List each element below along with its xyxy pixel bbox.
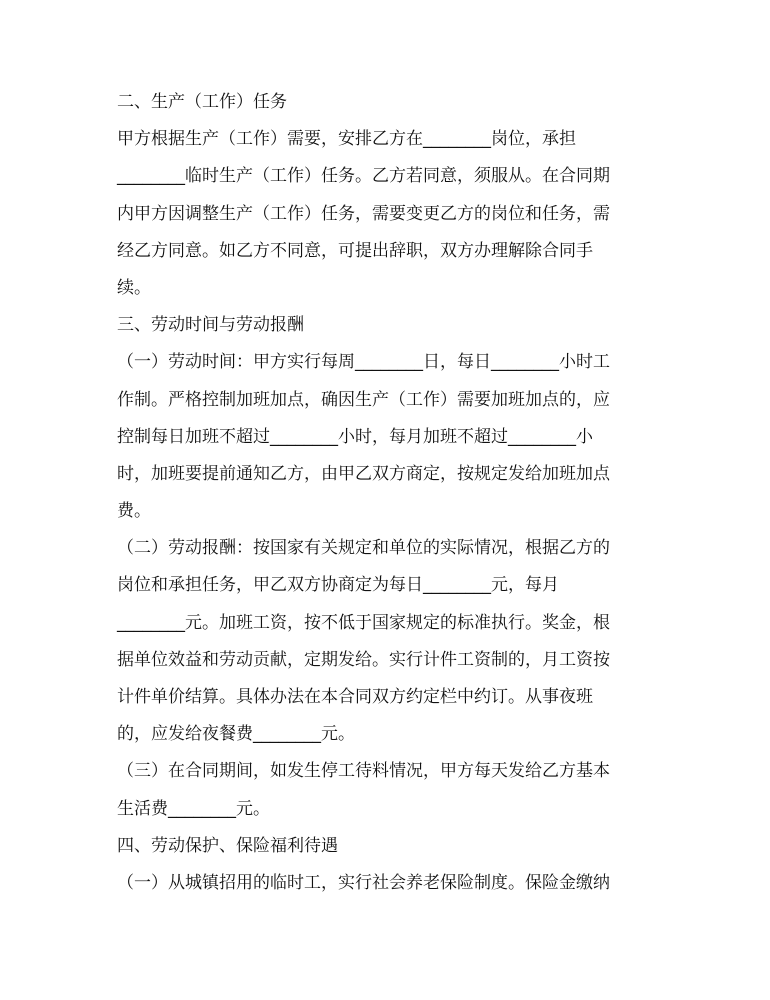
paragraph-line: 的，应发给夜餐费________元。: [117, 724, 355, 745]
section-heading-task: 二、生产（工作）任务: [117, 92, 287, 112]
paragraph-line: （一）从城镇招用的临时工，实行社会养老保险制度。保险金缴纳: [117, 872, 610, 893]
paragraph-line: 费。: [117, 501, 151, 522]
paragraph-line: （三）在合同期间，如发生停工待料情况，甲方每天发给乙方基本: [117, 761, 610, 782]
paragraph-line: 生活费________元。: [117, 798, 270, 819]
paragraph-line: ________元。加班工资，按不低于国家规定的标准执行。奖金，根: [117, 612, 610, 633]
paragraph-line: 计件单价结算。具体办法在本合同双方约定栏中约订。从事夜班: [117, 687, 593, 707]
document-body: [117, 84, 657, 902]
paragraph-line: ________临时生产（工作）任务。乙方若同意，须服从。在合同期: [117, 166, 610, 187]
paragraph-line: 作制。严格控制加班加点，确因生产（工作）需要加班加点的，应: [117, 389, 610, 410]
paragraph-line: （一）劳动时间：甲方实行每周________日，每日________小时工: [117, 352, 610, 373]
paragraph-line: 甲方根据生产（工作）需要，安排乙方在________岗位，承担: [117, 129, 576, 150]
paragraph-line: 续。: [117, 277, 151, 298]
paragraph-line: 岗位和承担任务，甲乙双方协商定为每日________元，每月: [117, 575, 559, 596]
paragraph-line: 控制每日加班不超过________小时，每月加班不超过________小: [117, 426, 593, 447]
paragraph-line: 经乙方同意。如乙方不同意，可提出辞职，双方办理解除合同手: [117, 240, 593, 261]
paragraph-line: 时，加班要提前通知乙方，由甲乙双方商定，按规定发给加班加点: [117, 463, 610, 484]
section-heading-protection-insurance: 四、劳动保护、保险福利待遇: [117, 835, 338, 856]
paragraph-line: （二）劳动报酬：按国家有关规定和单位的实际情况，根据乙方的: [117, 538, 610, 559]
section-heading-hours-pay: 三、劳动时间与劳动报酬: [117, 315, 304, 336]
paragraph-line: 内甲方因调整生产（工作）任务，需要变更乙方的岗位和任务，需: [117, 203, 610, 224]
paragraph-line: 据单位效益和劳动贡献，定期发给。实行计件工资制的，月工资按: [117, 649, 610, 670]
